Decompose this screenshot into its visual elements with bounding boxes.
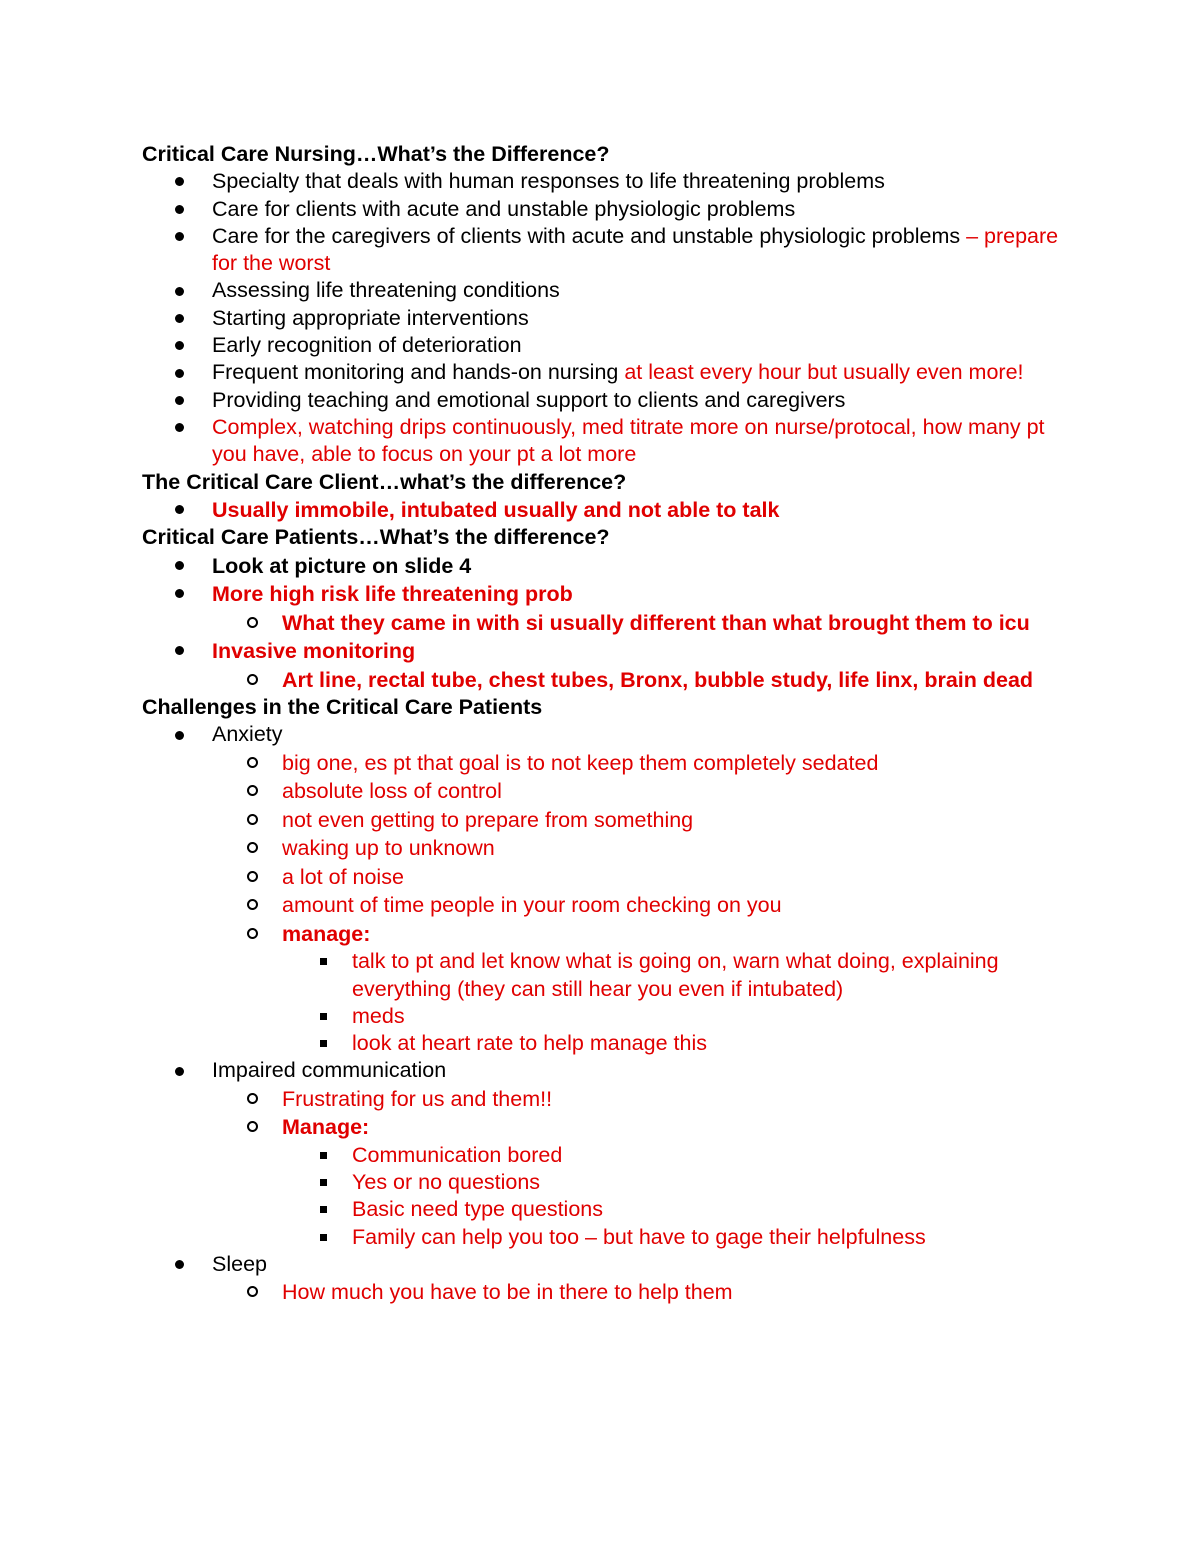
bullet-dot-icon: [175, 305, 184, 332]
section-heading: Challenges in the Critical Care Patients: [142, 695, 543, 720]
sub-item-note: big one, es pt that goal is to not keep them completely sedated: [282, 750, 879, 775]
manage-note: Basic need type questions: [352, 1197, 603, 1222]
list-item: [142, 168, 1062, 195]
item-note: at least every hour but usually even more!: [624, 360, 1024, 385]
bullet-dot-icon: [175, 359, 184, 386]
sub-sub-list-item: [142, 948, 1062, 1003]
list-item: [142, 332, 1062, 359]
bullet-ring-icon: [247, 749, 258, 776]
list-item: [142, 496, 1062, 525]
sub-sub-list-item: [142, 1142, 1062, 1169]
item-note: – prepare for the worst: [212, 223, 1059, 276]
sub-sub-list-item: [142, 1196, 1062, 1223]
list-item: [142, 196, 1062, 223]
bullet-ring-icon: [247, 1113, 258, 1140]
bullet-square-icon: [320, 948, 327, 975]
bullet-dot-icon: [175, 223, 184, 250]
bullet-ring-icon: [247, 777, 258, 804]
bullet-dot-icon: [175, 414, 184, 441]
bullet-dot-icon: [175, 1057, 184, 1084]
bullet-dot-icon: [175, 580, 184, 607]
bullet-ring-icon: [247, 609, 258, 636]
item-text: Look at picture on slide 4: [212, 553, 472, 578]
bullet-dot-icon: [175, 168, 184, 195]
list-item: [142, 1251, 1062, 1278]
manage-note: Communication bored: [352, 1142, 563, 1167]
item-text: Assessing life threatening conditions: [212, 278, 560, 303]
item-text: Care for clients with acute and unstable physiologic problems: [212, 196, 796, 221]
bullet-dot-icon: [175, 552, 184, 579]
bullet-ring-icon: [247, 806, 258, 833]
manage-note: Family can help you too – but have to gage their helpfulness: [352, 1224, 926, 1249]
sub-list-item: [142, 1278, 1062, 1307]
list-item: [142, 387, 1062, 414]
bullet-dot-icon: [175, 496, 184, 523]
sub-item-note: not even getting to prepare from something: [282, 807, 694, 832]
bullet-dot-icon: [175, 332, 184, 359]
sub-sub-list-item: [142, 1030, 1062, 1057]
item-text: Providing teaching and emotional support to clients and caregivers: [212, 387, 846, 412]
item-text: Frequent monitoring and hands-on nursing: [212, 360, 625, 385]
sub-list-item: [142, 1113, 1062, 1142]
bullet-square-icon: [320, 1003, 327, 1030]
sub-item-note: amount of time people in your room checking on you: [282, 893, 782, 918]
bullet-dot-icon: [175, 637, 184, 664]
sub-item-note: What they came in with si usually different than what brought them to icu: [282, 610, 1030, 635]
item-note: Usually immobile, intubated usually and not able to talk: [212, 497, 780, 522]
sub-list-item: [142, 609, 1062, 638]
item-text: Care for the caregivers of clients with acute and unstable physiologic problems: [212, 223, 967, 248]
manage-note: Yes or no questions: [352, 1170, 541, 1195]
list-item: [142, 414, 1062, 469]
list-item: [142, 359, 1062, 386]
section-heading: Critical Care Patients…What’s the difference?: [142, 525, 610, 550]
manage-note: look at heart rate to help manage this: [352, 1031, 707, 1056]
list-item: [142, 580, 1062, 609]
document-page: [142, 141, 1062, 1307]
bullet-ring-icon: [247, 834, 258, 861]
bullet-ring-icon: [247, 920, 258, 947]
sub-list-item: [142, 891, 1062, 920]
bullet-dot-icon: [175, 721, 184, 748]
bullet-square-icon: [320, 1196, 327, 1223]
bullet-square-icon: [320, 1142, 327, 1169]
bullet-square-icon: [320, 1224, 327, 1251]
list-item: [142, 277, 1062, 304]
bullet-ring-icon: [247, 863, 258, 890]
bullet-ring-icon: [247, 666, 258, 693]
sub-item-note: Frustrating for us and them!!: [282, 1086, 553, 1111]
sub-sub-list-item: [142, 1224, 1062, 1251]
sub-item-note: absolute loss of control: [282, 779, 502, 804]
sub-item-note: a lot of noise: [282, 864, 404, 889]
sub-list-item: [142, 834, 1062, 863]
sub-list-item: [142, 863, 1062, 892]
bullet-dot-icon: [175, 196, 184, 223]
list-item: [142, 1057, 1062, 1084]
bullet-ring-icon: [247, 891, 258, 918]
list-item: [142, 721, 1062, 748]
sub-item-note: How much you have to be in there to help them: [282, 1280, 733, 1305]
sub-sub-list-item: [142, 1003, 1062, 1030]
sub-list-item: [142, 920, 1062, 949]
item-text: Early recognition of deterioration: [212, 333, 522, 358]
manage-label: Manage:: [282, 1115, 370, 1140]
item-text: Specialty that deals with human responses to life threatening problems: [212, 169, 885, 194]
bullet-square-icon: [320, 1030, 327, 1057]
sub-list-item: [142, 749, 1062, 778]
list-item: [142, 552, 1062, 581]
sub-item-note: Art line, rectal tube, chest tubes, Bronx, bubble study, life linx, brain dead: [282, 667, 1034, 692]
item-text: Impaired communication: [212, 1058, 447, 1083]
sub-list-item: [142, 806, 1062, 835]
manage-label: manage:: [282, 921, 371, 946]
bullet-dot-icon: [175, 387, 184, 414]
section-heading: Critical Care Nursing…What’s the Difference?: [142, 142, 610, 166]
list-item: [142, 305, 1062, 332]
item-text: Sleep: [212, 1251, 267, 1276]
manage-note: meds: [352, 1003, 405, 1028]
bullet-dot-icon: [175, 277, 184, 304]
item-note: Complex, watching drips continuously, med titrate more on nurse/protocal, how many pt you have, able to focus on your pt a lot more: [212, 414, 1045, 467]
section-heading: The Critical Care Client…what’s the difference?: [142, 469, 627, 494]
sub-list-item: [142, 777, 1062, 806]
item-note: Invasive monitoring: [212, 639, 416, 664]
sub-list-item: [142, 666, 1062, 695]
bullet-ring-icon: [247, 1278, 258, 1305]
sub-list-item: [142, 1085, 1062, 1114]
list-item: [142, 637, 1062, 666]
sub-sub-list-item: [142, 1169, 1062, 1196]
bullet-ring-icon: [247, 1085, 258, 1112]
sub-item-note: waking up to unknown: [282, 836, 495, 861]
list-item: [142, 223, 1062, 278]
item-text: Starting appropriate interventions: [212, 305, 529, 330]
manage-note: talk to pt and let know what is going on, warn what doing, explaining everything (they can still hear you even if intubated): [352, 949, 999, 1001]
item-note: More high risk life threatening prob: [212, 582, 573, 607]
bullet-dot-icon: [175, 1251, 184, 1278]
item-text: Anxiety: [212, 722, 283, 747]
bullet-square-icon: [320, 1169, 327, 1196]
